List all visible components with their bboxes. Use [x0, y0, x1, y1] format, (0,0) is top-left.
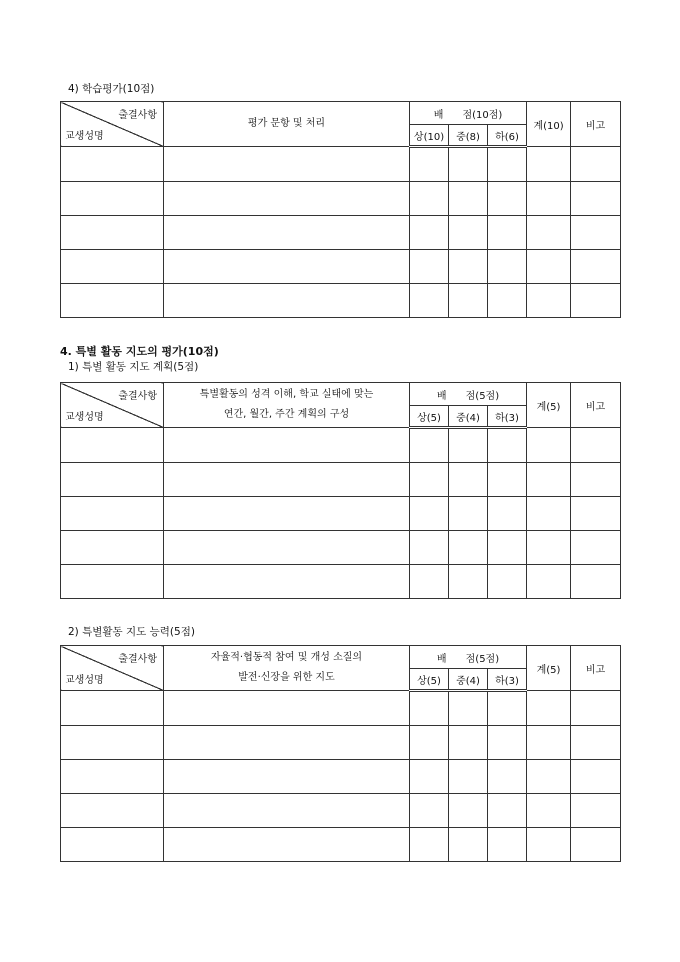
- student-name-cell[interactable]: [61, 463, 164, 497]
- score-high-cell[interactable]: [410, 565, 449, 599]
- table-row: [61, 531, 621, 565]
- score-mid-cell[interactable]: [449, 182, 488, 216]
- score-high-cell[interactable]: [410, 216, 449, 250]
- student-name-cell[interactable]: [61, 794, 164, 828]
- level-mid-header: 중(8): [449, 125, 488, 147]
- level-high-header: 상(5): [410, 669, 449, 691]
- level-high-header: 상(10): [410, 125, 449, 147]
- score-mid-cell[interactable]: [449, 760, 488, 794]
- special-activity-heading: 4. 특별 활동 지도의 평가(10점): [60, 345, 219, 358]
- remark-header: 비고: [571, 383, 621, 428]
- student-name-label: 교생성명: [65, 675, 104, 686]
- score-header: 배 점(5점): [410, 383, 527, 406]
- eval-item-cell[interactable]: [164, 691, 410, 726]
- table-row: [61, 794, 621, 828]
- eval-item-header: 자율적·협동적 참여 및 개성 소질의 발전·신장을 위한 지도: [164, 646, 410, 691]
- eval-item-cell[interactable]: [164, 497, 410, 531]
- score-mid-cell[interactable]: [449, 147, 488, 182]
- special-ability-table: [60, 645, 621, 862]
- section-title-special-ability: 2) 특별활동 지도 능력(5점): [68, 626, 195, 638]
- total-cell[interactable]: [527, 726, 571, 760]
- table-row: [61, 147, 621, 182]
- score-low-cell[interactable]: [488, 284, 527, 318]
- remark-header: 비고: [571, 646, 621, 691]
- score-mid-cell[interactable]: [449, 794, 488, 828]
- level-mid-header: 중(4): [449, 669, 488, 691]
- eval-item-cell[interactable]: [164, 760, 410, 794]
- score-low-cell[interactable]: [488, 147, 527, 182]
- total-cell[interactable]: [527, 463, 571, 497]
- score-low-cell[interactable]: [488, 463, 527, 497]
- remark-cell[interactable]: [571, 531, 621, 565]
- score-high-cell[interactable]: [410, 497, 449, 531]
- score-low-cell[interactable]: [488, 250, 527, 284]
- total-cell[interactable]: [527, 531, 571, 565]
- table-row: [61, 497, 621, 531]
- score-mid-cell[interactable]: [449, 726, 488, 760]
- score-low-cell[interactable]: [488, 726, 527, 760]
- learning-eval-table: [60, 101, 621, 318]
- score-low-cell[interactable]: [488, 828, 527, 862]
- diagonal-header-cell: [61, 646, 164, 691]
- score-mid-cell[interactable]: [449, 284, 488, 318]
- score-mid-cell[interactable]: [449, 531, 488, 565]
- total-cell[interactable]: [527, 691, 571, 726]
- student-name-cell[interactable]: [61, 497, 164, 531]
- table-row: [61, 428, 621, 463]
- total-cell[interactable]: [527, 216, 571, 250]
- remark-cell[interactable]: [571, 794, 621, 828]
- section-title-learning-eval: 4) 학습평가(10점): [68, 83, 155, 95]
- attendance-label: 출결사항: [118, 391, 157, 402]
- table-row: [61, 250, 621, 284]
- eval-item-cell[interactable]: [164, 726, 410, 760]
- remark-cell[interactable]: [571, 565, 621, 599]
- level-mid-header: 중(4): [449, 406, 488, 428]
- remark-cell[interactable]: [571, 284, 621, 318]
- score-header: 배 점(10점): [410, 102, 527, 125]
- diagonal-header-cell: [61, 383, 164, 428]
- total-cell[interactable]: [527, 760, 571, 794]
- eval-item-cell[interactable]: [164, 794, 410, 828]
- remark-cell[interactable]: [571, 463, 621, 497]
- eval-item-cell[interactable]: [164, 284, 410, 318]
- level-low-header: 하(3): [488, 406, 527, 428]
- score-low-cell[interactable]: [488, 216, 527, 250]
- score-high-cell[interactable]: [410, 760, 449, 794]
- remark-cell[interactable]: [571, 182, 621, 216]
- student-name-cell[interactable]: [61, 250, 164, 284]
- score-high-cell[interactable]: [410, 463, 449, 497]
- level-low-header: 하(3): [488, 669, 527, 691]
- student-name-cell[interactable]: [61, 565, 164, 599]
- remark-cell[interactable]: [571, 147, 621, 182]
- score-low-cell[interactable]: [488, 531, 527, 565]
- remark-header: 비고: [571, 102, 621, 147]
- table-row: [61, 284, 621, 318]
- score-high-cell[interactable]: [410, 691, 449, 726]
- score-high-cell[interactable]: [410, 726, 449, 760]
- student-name-cell[interactable]: [61, 428, 164, 463]
- remark-cell[interactable]: [571, 726, 621, 760]
- student-name-cell[interactable]: [61, 216, 164, 250]
- total-header: 계(5): [527, 646, 571, 691]
- total-cell[interactable]: [527, 284, 571, 318]
- student-name-cell[interactable]: [61, 531, 164, 565]
- total-cell[interactable]: [527, 565, 571, 599]
- table-row: [61, 828, 621, 862]
- attendance-label: 출결사항: [118, 110, 157, 121]
- score-low-cell[interactable]: [488, 794, 527, 828]
- level-high-header: 상(5): [410, 406, 449, 428]
- eval-item-cell[interactable]: [164, 147, 410, 182]
- remark-cell[interactable]: [571, 497, 621, 531]
- eval-item-header: 특별활동의 성격 이해, 학교 실태에 맞는 연간, 월간, 주간 계획의 구성: [164, 383, 410, 428]
- total-cell[interactable]: [527, 147, 571, 182]
- student-name-cell[interactable]: [61, 760, 164, 794]
- table-row: [61, 691, 621, 726]
- student-name-cell[interactable]: [61, 147, 164, 182]
- student-name-cell[interactable]: [61, 182, 164, 216]
- eval-item-cell[interactable]: [164, 463, 410, 497]
- student-name-cell[interactable]: [61, 691, 164, 726]
- table-row: [61, 216, 621, 250]
- score-header: 배 점(5점): [410, 646, 527, 669]
- total-cell[interactable]: [527, 428, 571, 463]
- special-plan-table: [60, 382, 621, 599]
- score-high-cell[interactable]: [410, 284, 449, 318]
- total-cell[interactable]: [527, 794, 571, 828]
- score-high-cell[interactable]: [410, 794, 449, 828]
- eval-item-cell[interactable]: [164, 216, 410, 250]
- score-mid-cell[interactable]: [449, 828, 488, 862]
- eval-item-cell[interactable]: [164, 828, 410, 862]
- score-low-cell[interactable]: [488, 182, 527, 216]
- eval-item-cell[interactable]: [164, 250, 410, 284]
- table-row: [61, 760, 621, 794]
- score-low-cell[interactable]: [488, 691, 527, 726]
- score-mid-cell[interactable]: [449, 216, 488, 250]
- score-high-cell[interactable]: [410, 250, 449, 284]
- table-row: [61, 182, 621, 216]
- table-row: [61, 463, 621, 497]
- eval-item-cell[interactable]: [164, 182, 410, 216]
- student-name-cell[interactable]: [61, 726, 164, 760]
- score-low-cell[interactable]: [488, 565, 527, 599]
- remark-cell[interactable]: [571, 760, 621, 794]
- student-name-cell[interactable]: [61, 284, 164, 318]
- eval-item-cell[interactable]: [164, 565, 410, 599]
- eval-item-header: 평가 문항 및 처리: [164, 102, 410, 147]
- total-cell[interactable]: [527, 250, 571, 284]
- total-cell[interactable]: [527, 497, 571, 531]
- score-high-cell[interactable]: [410, 531, 449, 565]
- remark-cell[interactable]: [571, 828, 621, 862]
- score-low-cell[interactable]: [488, 428, 527, 463]
- level-low-header: 하(6): [488, 125, 527, 147]
- eval-item-cell[interactable]: [164, 428, 410, 463]
- score-mid-cell[interactable]: [449, 497, 488, 531]
- table-row: [61, 565, 621, 599]
- score-low-cell[interactable]: [488, 760, 527, 794]
- score-mid-cell[interactable]: [449, 565, 488, 599]
- attendance-label: 출결사항: [118, 654, 157, 665]
- total-cell[interactable]: [527, 828, 571, 862]
- score-high-cell[interactable]: [410, 428, 449, 463]
- score-high-cell[interactable]: [410, 147, 449, 182]
- remark-cell[interactable]: [571, 250, 621, 284]
- section-title-special-plan: 1) 특별 활동 지도 계획(5점): [68, 361, 199, 373]
- total-header: 계(5): [527, 383, 571, 428]
- table-row: [61, 726, 621, 760]
- remark-cell[interactable]: [571, 691, 621, 726]
- score-low-cell[interactable]: [488, 497, 527, 531]
- score-high-cell[interactable]: [410, 828, 449, 862]
- score-mid-cell[interactable]: [449, 428, 488, 463]
- remark-cell[interactable]: [571, 428, 621, 463]
- score-mid-cell[interactable]: [449, 463, 488, 497]
- total-cell[interactable]: [527, 182, 571, 216]
- score-mid-cell[interactable]: [449, 250, 488, 284]
- student-name-label: 교생성명: [65, 412, 104, 423]
- student-name-label: 교생성명: [65, 131, 104, 142]
- diagonal-header-cell: [61, 102, 164, 147]
- remark-cell[interactable]: [571, 216, 621, 250]
- score-mid-cell[interactable]: [449, 691, 488, 726]
- eval-item-cell[interactable]: [164, 531, 410, 565]
- score-high-cell[interactable]: [410, 182, 449, 216]
- student-name-cell[interactable]: [61, 828, 164, 862]
- total-header: 계(10): [527, 102, 571, 147]
